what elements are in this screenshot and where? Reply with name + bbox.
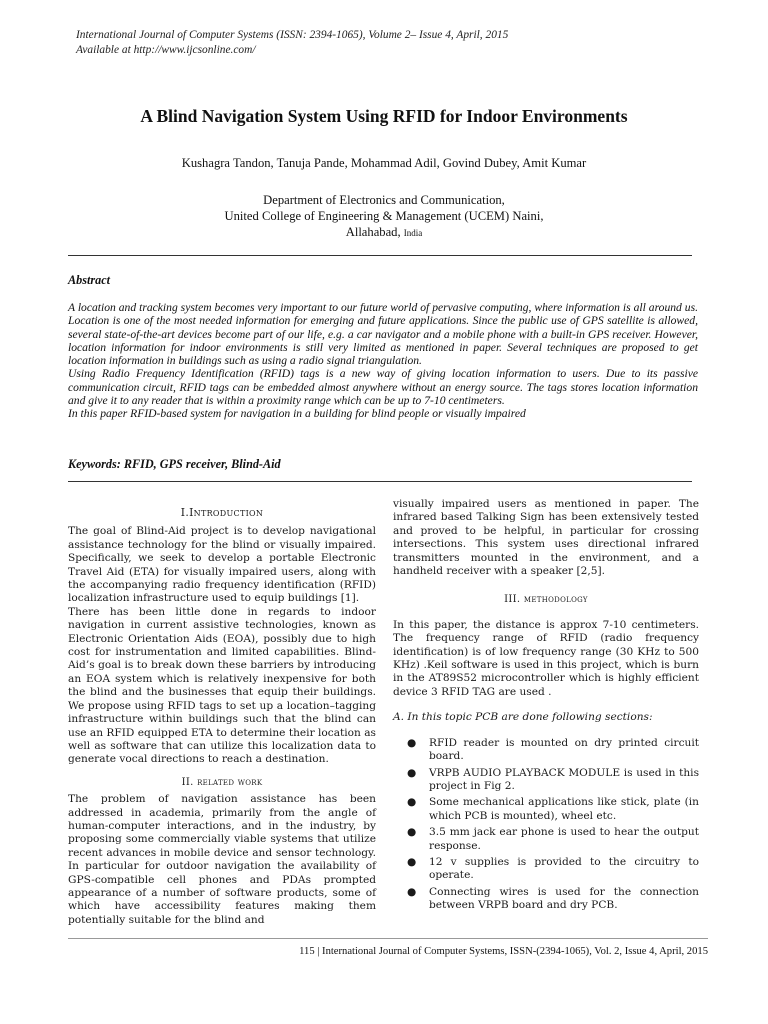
abstract-paragraph: Using Radio Frequency Identification (RFID) tags is a new way of giving location information to users. Due to its passive communication circuit, RFID tags can be embedded almost anywhere without an energy source. The tags stores location information and give it to any reader that is within a proximity range which can be up to 7-10 centimeters. [68,367,698,408]
journal-header [76,28,508,58]
section-heading-methodology: III. methodology [504,594,588,606]
abstract-paragraph: A location and tracking system becomes very important to our future world of pervasive computing, where information is all around us. Location is one of the most needed information for emerging and future applications. Since the public use of GPS satellite is allowed, several state-of-the-art devices become part of our life, e.g. a car navigator and a mobile phone with a built-in GPS receiver. However, location information for indoor environments is still very limited as mentioned in paper. Several techniques are proposed to get location information in buildings such as using a radio signal triangulation. [68,301,698,368]
journal-url: Available at http://www.ijcsonline.com/ [76,44,256,56]
right-column [393,498,699,916]
bullet-icon: ● [407,885,417,898]
abstract-paragraph: In this paper RFID-based system for navigation in a building for blind people or visually impaired [68,407,526,421]
footer-divider [68,938,708,939]
top-divider [68,255,692,256]
section-heading-introduction: I.Introduction [180,506,264,519]
bullet-icon: ● [407,736,417,749]
abstract-heading: Abstract [68,273,110,287]
keywords: Keywords: RFID, GPS receiver, Blind-Aid [68,457,281,471]
affiliation-location [0,224,768,241]
list-item: ● RFID reader is mounted on dry printed circuit board. [407,736,699,763]
body-paragraph: There has been little done in regards to indoor navigation in current assistive technologies, known as Electronic Orientation Aids (EOA), possibly due to high cost for instrumentation and limited capabilities. Blind-Aid’s goal is to break down these barriers by introducing an EOA system which is relatively inexpensive for both the blind and the businesses that equip their buildings. We propose using RFID tags to set up a location–tagging infrastructure within buildings such that the blind can use an RFID equipped ETA to determine their location as well as software that can utilize this localization data to generate vocal directions to reach a destination. [68,605,376,766]
subsection-heading: A. In this topic PCB are done following sections: [393,711,653,724]
bullet-icon: ● [407,855,417,868]
affiliation-city: Allahabad, [345,225,401,239]
affiliation-country: India [403,228,423,238]
list-item: ● Connecting wires is used for the connection between VRPB board and dry PCB. [407,885,699,912]
body-paragraph: The problem of navigation assistance has been addressed in academia, primarily from the angle of human-computer interactions, and in the industry, by proposing some commercially viable systems that utilize recent advances in mobile device and sensor technology. In particular for outdoor navigation the availability of GPS-compatible cell phones and PDAs prompted appearance of a number of software products, some of which have accessibility features making them potentially suitable for the blind and [68,793,376,926]
section-heading-related-work: II. related work [181,776,263,788]
bullet-icon: ● [407,766,417,779]
affiliation-college: United College of Engineering & Management (UCEM) Naini, [224,209,544,223]
affiliation [0,192,768,241]
list-item: ● 12 v supplies is provided to the circuitry to operate. [407,855,699,882]
journal-citation: International Journal of Computer Systems (ISSN: 2394-1065), Volume 2– Issue 4, April, 2015 [76,29,509,41]
bullet-icon: ● [407,826,417,839]
page-footer: 115 | International Journal of Computer Systems, ISSN-(2394-1065), Vol. 2, Issue 4, April, 2015 [299,946,708,957]
abstract-body [68,301,698,421]
list-item: ● VRPB AUDIO PLAYBACK MODULE is used in this project in Fig 2. [407,766,699,792]
paper-title: A Blind Navigation System Using RFID for Indoor Environments [140,106,628,126]
left-column [68,506,376,927]
body-paragraph: visually impaired users as mentioned in paper. The infrared based Talking Sign has been extensively tested and proved to be helpful, in particular for crossing intersections. This system uses directional infrared transmitters mounted in the environment, and a handheld receiver with a speaker [2,5]. [393,498,699,578]
list-item: ● 3.5 mm jack ear phone is used to hear the output response. [407,826,699,852]
body-paragraph: The goal of Blind-Aid project is to develop navigational assistance technology for the blind or visually impaired. Specifically, we seek to develop a portable Electronic Travel Aid (ETA) for visually impaired users, along with the accompanying radio frequency identification (RFID) localization infrastructure used to equip buildings [1]. [68,525,376,605]
affiliation-dept: Department of Electronics and Communication, [263,193,505,207]
body-paragraph: In this paper, the distance is approx 7-10 centimeters. The frequency range of RFID (radio frequency identification) is of low frequency range (30 KHz to 500 KHz) .Keil software is used in this project, which is burn in the AT89S52 microcontroller which is highly efficient device 3 RFID TAG are used . [393,618,699,698]
author-list: Kushagra Tandon, Tanuja Pande, Mohammad Adil, Govind Dubey, Amit Kumar [181,156,587,170]
bullet-icon: ● [407,796,417,809]
list-item: ● Some mechanical applications like stick, plate (in which PCB is mounted), wheel etc. [407,796,699,822]
abstract-divider [68,481,692,482]
bullet-list [393,737,699,913]
